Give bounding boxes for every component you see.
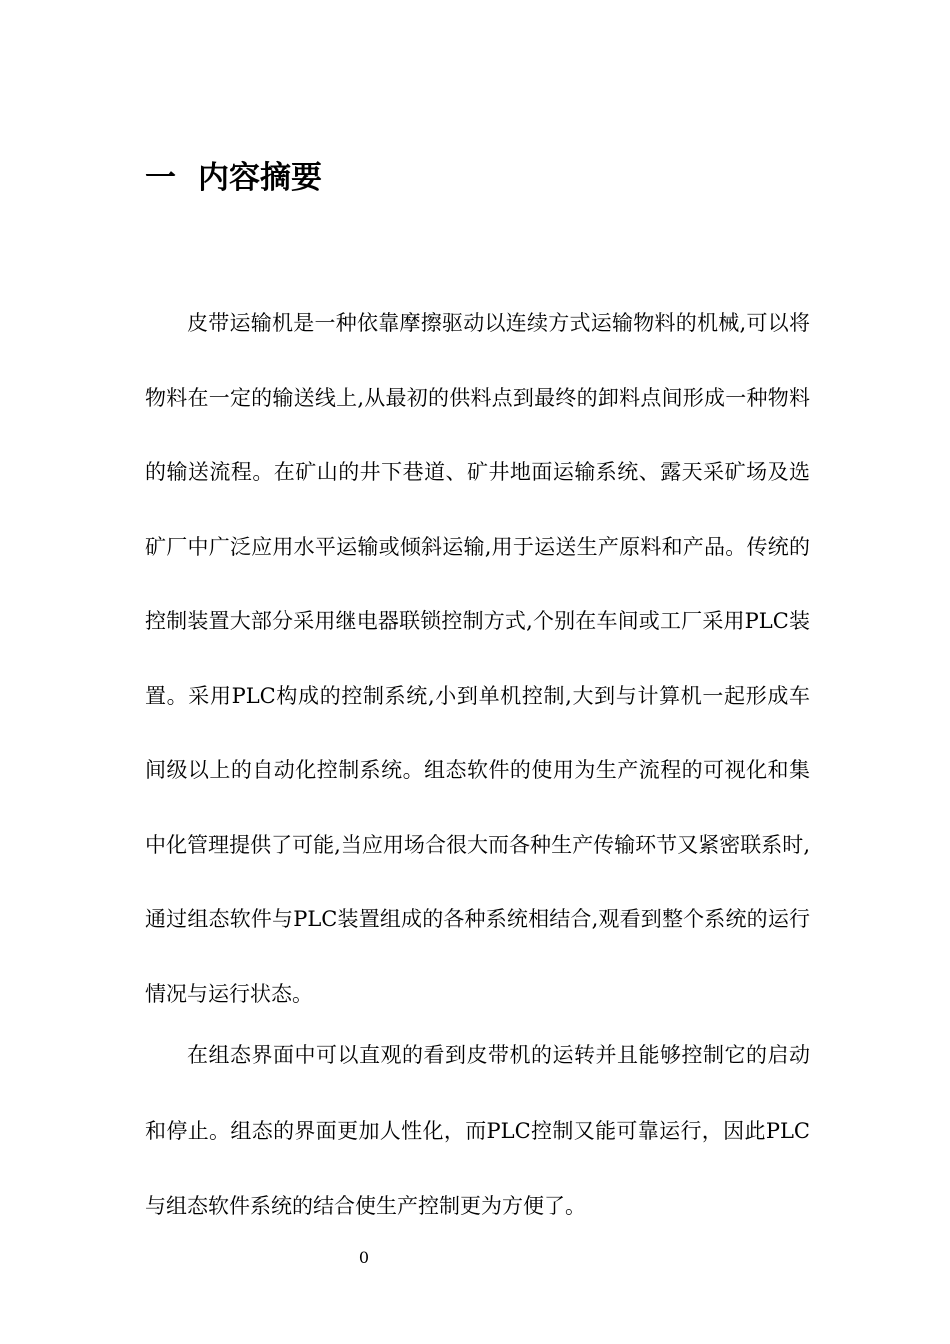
abstract-paragraph-1: 皮带运输机是一种依靠摩擦驱动以连续方式运输物料的机械,可以将物料在一定的输送线上,从最初的供料点到最终的卸料点间形成一种物料的输送流程。在矿山的井下巷道、矿井地面运输系统、露天采矿场及选矿厂中广泛应用水平运输或倾斜运输,用于运送生产原料和产品。传统的控制装置大部分采用继电器联锁控制方式,个别在车间或工厂采用PLC装置。采用PLC构成的控制系统,小到单机控制,大到与计算机一起形成车间级以上的自动化控制系统。组态软件的使用为生产流程的可视化和集中化管理提供了可能,当应用场合很大而各种生产传输环节又紧密联系时,通过组态软件与PLC装置组成的各种系统相结合,观看到整个系统的运行情况与运行状态。	[145, 311, 810, 1006]
section-number: 一	[145, 160, 176, 196]
section-title: 内容摘要	[198, 160, 322, 196]
abstract-paragraph-2: 在组态界面中可以直观的看到皮带机的运转并且能够控制它的启动和停止。组态的界面更加人性化，而PLC控制又能可靠运行，因此PLC与组态软件系统的结合使生产控制更为方便了。	[145, 1043, 810, 1218]
section-heading	[145, 152, 322, 204]
page-number: 0	[358, 1248, 370, 1267]
